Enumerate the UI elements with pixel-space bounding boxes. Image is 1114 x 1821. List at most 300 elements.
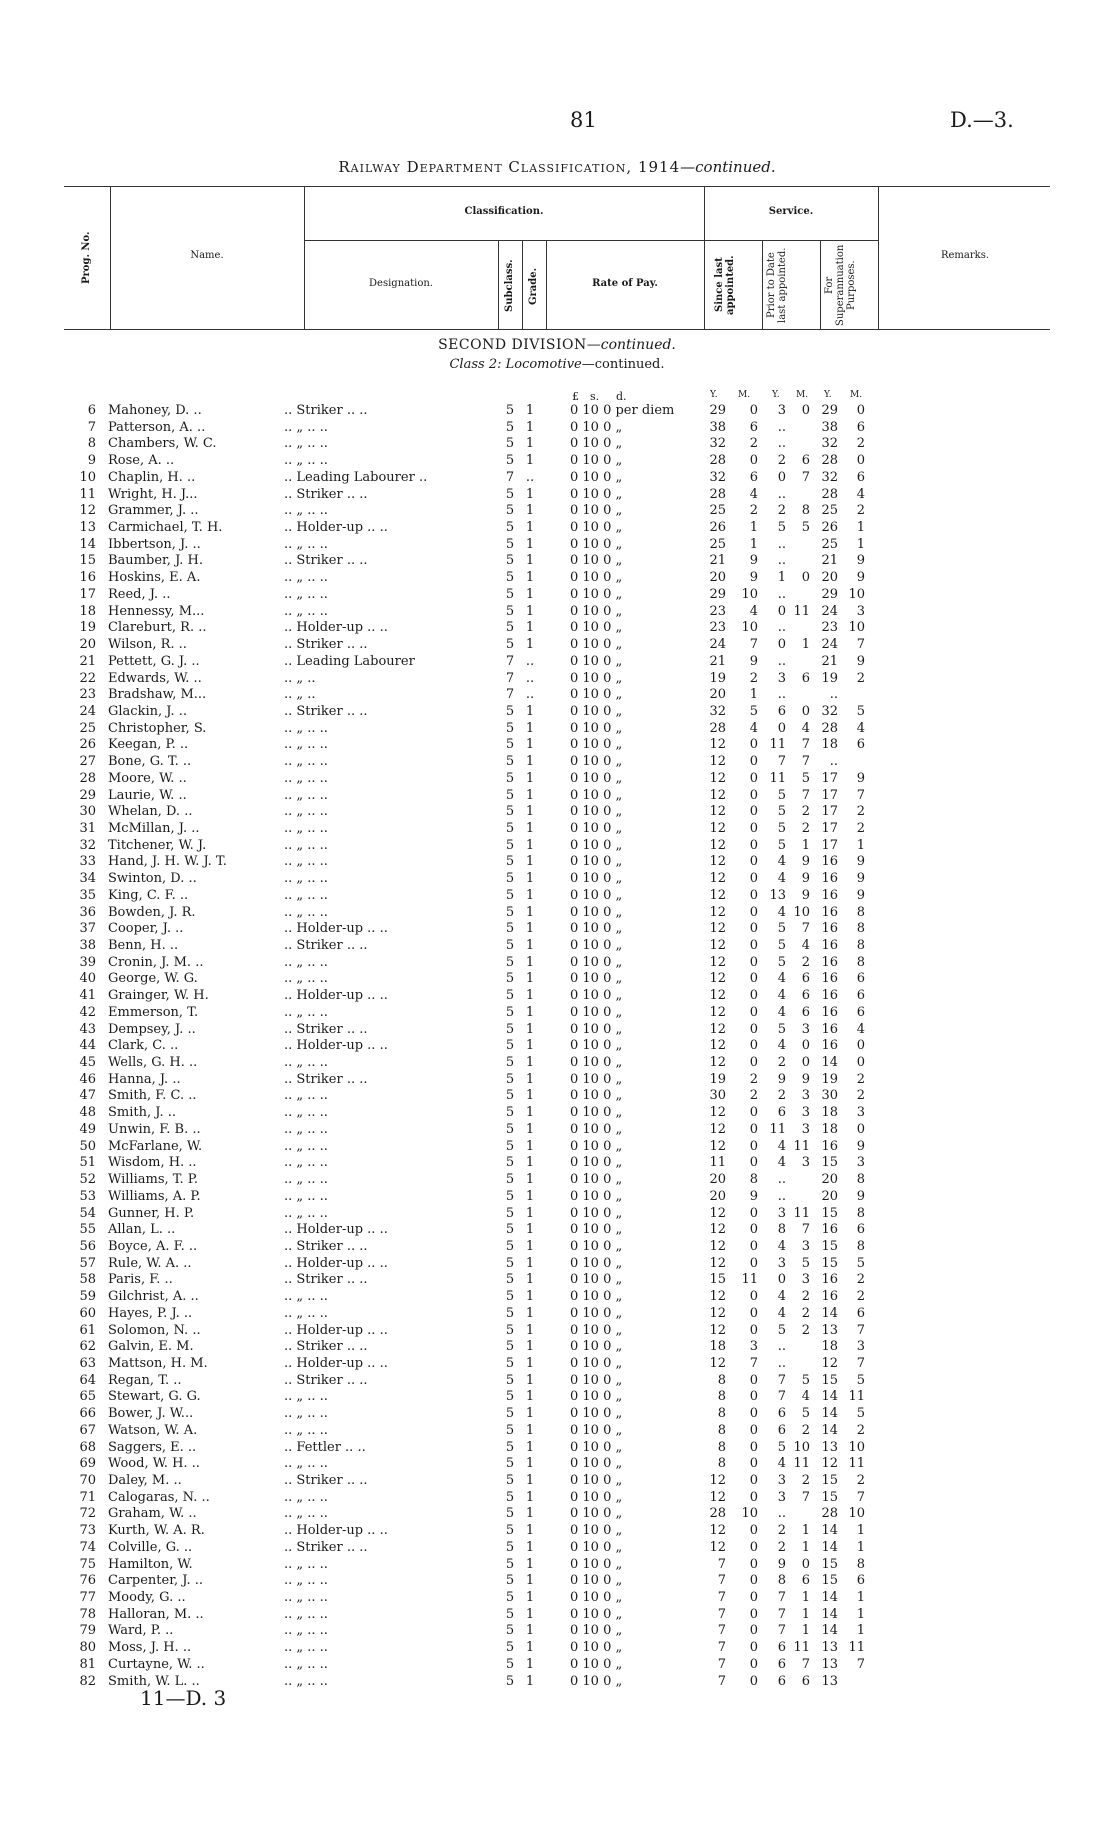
prior-years-cell: .. (777, 536, 786, 552)
since-months-cell: 1 (749, 687, 758, 703)
grade-cell: 1 (525, 1656, 535, 1672)
prior-years-cell: 5 (777, 1322, 786, 1338)
super-years-cell: 15 (821, 1473, 838, 1488)
since-months-cell: 2 (749, 503, 758, 519)
since-years-cell: 12 (709, 820, 726, 836)
rate-of-pay-cell: 0 10 0 „ (570, 854, 623, 870)
name-cell: Carmichael, T. H. (108, 520, 223, 536)
since-years-cell: 8 (717, 1406, 726, 1422)
subclass-cell: 5 (505, 921, 515, 937)
prior-months-cell: 1 (801, 837, 810, 853)
since-years-cell: 8 (717, 1422, 726, 1438)
prog-no-cell: 45 (79, 1055, 96, 1071)
subclass-cell: 5 (505, 1456, 515, 1472)
super-months-cell: 2 (856, 503, 865, 519)
name-cell: Boyce, A. F. .. (108, 1238, 198, 1254)
super-months-cell: 2 (856, 670, 865, 686)
super-years-cell: 13 (821, 1673, 838, 1689)
grade-cell: 1 (525, 1456, 535, 1472)
prog-no-cell: 71 (79, 1489, 96, 1505)
prior-years-cell: 4 (777, 904, 786, 920)
since-years-cell: 8 (717, 1456, 726, 1472)
designation-cell: .. „ .. .. (284, 570, 328, 586)
subclass-cell: 5 (505, 770, 515, 786)
table-row (0, 1440, 1114, 1457)
prior-months-cell: 2 (801, 1322, 810, 1338)
since-months-cell: 0 (749, 887, 758, 903)
since-years-cell: 12 (709, 971, 726, 987)
subclass-cell: 5 (505, 1439, 515, 1455)
designation-cell: .. „ .. .. (284, 787, 328, 803)
prog-no-cell: 44 (79, 1038, 96, 1054)
table-row (0, 905, 1114, 922)
prior-years-cell: 4 (777, 854, 786, 870)
since-years-cell: 12 (709, 887, 726, 903)
table-row (0, 453, 1114, 470)
prog-no-cell: 66 (79, 1406, 96, 1422)
super-years-cell: 15 (821, 1556, 838, 1572)
grade-cell: 1 (525, 754, 535, 770)
prior-years-cell: 1 (777, 570, 786, 586)
designation-cell: .. „ .. .. (284, 419, 328, 435)
name-cell: Keegan, P. .. (108, 737, 189, 753)
table-body (0, 403, 1114, 1690)
header-remarks: Remarks. (940, 250, 990, 261)
subclass-cell: 5 (505, 1088, 515, 1104)
since-years-cell: 28 (709, 486, 726, 502)
name-cell: Laurie, W. .. (108, 787, 187, 803)
designation-cell: .. „ .. .. (284, 586, 328, 602)
since-months-cell: 3 (749, 1339, 758, 1355)
table-row (0, 1356, 1114, 1373)
prior-years-cell: .. (777, 1506, 786, 1522)
prior-years-cell: 6 (777, 1656, 786, 1672)
grade-cell: 1 (525, 1439, 535, 1455)
prior-years-cell: 7 (777, 1623, 786, 1639)
rate-of-pay-cell: 0 10 0 „ (570, 1289, 623, 1305)
super-months-cell: 0 (856, 1121, 865, 1137)
rate-of-pay-cell: 0 10 0 „ (570, 737, 623, 753)
name-cell: Wisdom, H. .. (108, 1155, 197, 1171)
super-months-cell: 8 (856, 921, 865, 937)
since-months-cell: 7 (749, 1355, 758, 1371)
name-cell: Hanna, J. .. (108, 1071, 181, 1087)
subclass-cell: 5 (505, 1339, 515, 1355)
designation-cell: .. Holder-up .. .. (284, 1038, 388, 1054)
super-years-cell: 16 (821, 1222, 838, 1238)
subclass-cell: 5 (505, 453, 515, 469)
since-years-cell: 12 (709, 1205, 726, 1221)
since-months-cell: 5 (749, 703, 758, 719)
designation-cell: .. Striker .. .. (284, 1539, 368, 1555)
name-cell: Curtayne, W. .. (108, 1656, 205, 1672)
prior-months-cell: 9 (801, 1071, 810, 1087)
grade-cell: 1 (525, 486, 535, 502)
name-cell: Graham, W. .. (108, 1506, 197, 1522)
table-row (0, 637, 1114, 654)
super-years-cell: 16 (821, 971, 838, 987)
table-row (0, 737, 1114, 754)
super-years-cell: 12 (821, 1456, 838, 1472)
super-months-cell: 8 (856, 1172, 865, 1188)
prog-no-cell: 27 (79, 754, 96, 770)
super-months-cell: 5 (856, 1255, 865, 1271)
table-row (0, 1557, 1114, 1574)
grade-cell: 1 (525, 871, 535, 887)
prior-years-cell: .. (777, 486, 786, 502)
title-main: Railway Department Classification, 1914 (338, 158, 681, 176)
rate-of-pay-cell: 0 10 0 „ (570, 988, 623, 1004)
table-row (0, 1540, 1114, 1557)
since-months-cell: 0 (749, 1473, 758, 1488)
table-row (0, 1189, 1114, 1206)
prog-no-cell: 72 (79, 1506, 96, 1522)
document-reference: D.—3. (950, 108, 1014, 132)
table-row (0, 1607, 1114, 1624)
prior-years-cell: 4 (777, 1138, 786, 1154)
super-years-cell: 19 (821, 1071, 838, 1087)
table-row (0, 1423, 1114, 1440)
unit-years-super: Y. (824, 390, 832, 400)
name-cell: Christopher, S. (108, 720, 207, 736)
super-months-cell: 11 (848, 1389, 865, 1405)
prog-no-cell: 38 (79, 938, 96, 953)
grade-cell: 1 (525, 820, 535, 836)
super-months-cell: 4 (856, 1021, 865, 1037)
name-cell: McMillan, J. .. (108, 820, 200, 836)
since-months-cell: 0 (749, 1238, 758, 1254)
since-years-cell: 12 (709, 904, 726, 920)
grade-cell: 1 (525, 586, 535, 602)
subclass-cell: 5 (505, 1138, 515, 1154)
super-months-cell: 2 (856, 820, 865, 836)
designation-cell: .. „ .. .. (284, 720, 328, 736)
rate-of-pay-cell: 0 10 0 „ (570, 1422, 623, 1438)
super-months-cell: 5 (856, 1406, 865, 1422)
subclass-cell: 5 (505, 703, 515, 719)
since-years-cell: 26 (709, 520, 726, 536)
name-cell: Mattson, H. M. (108, 1355, 208, 1371)
table-row (0, 1573, 1114, 1590)
name-cell: Galvin, E. M. (108, 1339, 194, 1355)
prog-no-cell: 75 (79, 1556, 96, 1572)
since-months-cell: 0 (749, 1155, 758, 1171)
grade-cell: 1 (525, 787, 535, 803)
grade-cell: 1 (525, 1305, 535, 1321)
prior-months-cell: 11 (793, 1138, 810, 1154)
super-years-cell: 15 (821, 1489, 838, 1505)
designation-cell: .. Striker .. .. (284, 403, 368, 418)
name-cell: Daley, M. .. (108, 1473, 182, 1488)
name-cell: Stewart, G. G. (108, 1389, 201, 1405)
name-cell: Rose, A. .. (108, 453, 175, 469)
grade-cell: 1 (525, 1238, 535, 1254)
prior-years-cell: .. (777, 653, 786, 669)
since-years-cell: 29 (709, 403, 726, 418)
designation-cell: .. Leading Labourer (284, 653, 415, 669)
super-months-cell: 1 (856, 520, 865, 536)
prior-months-cell: 3 (801, 1238, 810, 1254)
since-months-cell: 4 (749, 720, 758, 736)
grade-cell: 1 (525, 403, 535, 418)
table-row (0, 1022, 1114, 1039)
designation-cell: .. „ .. .. (284, 804, 328, 820)
subclass-cell: 5 (505, 754, 515, 770)
prog-no-cell: 26 (79, 737, 96, 753)
super-months-cell: 9 (856, 871, 865, 887)
super-years-cell: 24 (821, 603, 838, 619)
subclass-cell: 5 (505, 1105, 515, 1121)
subclass-cell: 5 (505, 536, 515, 552)
super-months-cell: 1 (856, 1606, 865, 1622)
since-months-cell: 4 (749, 486, 758, 502)
since-months-cell: 1 (749, 520, 758, 536)
prog-no-cell: 31 (79, 820, 96, 836)
grade-cell: 1 (525, 1205, 535, 1221)
designation-cell: .. Striker .. .. (284, 1071, 368, 1087)
table-row (0, 470, 1114, 487)
table-row (0, 771, 1114, 788)
super-months-cell: 3 (856, 603, 865, 619)
grade-cell: 1 (525, 453, 535, 469)
name-cell: Reed, J. .. (108, 586, 171, 602)
designation-cell: .. Leading Labourer .. (284, 469, 428, 485)
prog-no-cell: 33 (79, 854, 96, 870)
prior-years-cell: 0 (777, 603, 786, 619)
name-cell: Patterson, A. .. (108, 419, 206, 435)
prior-years-cell: .. (777, 1172, 786, 1188)
subclass-cell: 5 (505, 1289, 515, 1305)
subclass-cell: 5 (505, 1673, 515, 1689)
division-continued: —continued. (586, 337, 676, 353)
since-years-cell: 28 (709, 720, 726, 736)
name-cell: Baumber, J. H. (108, 553, 204, 569)
prior-months-cell: 1 (801, 1590, 810, 1606)
super-years-cell: 15 (821, 1238, 838, 1254)
subclass-cell: 5 (505, 570, 515, 586)
since-months-cell: 9 (749, 553, 758, 569)
name-cell: Solomon, N. .. (108, 1322, 201, 1338)
header-prior-to-date: Prior to Date last appointed. (766, 247, 788, 323)
name-cell: Williams, T. P. (108, 1172, 199, 1188)
since-months-cell: 9 (749, 1188, 758, 1204)
designation-cell: .. „ .. .. (284, 770, 328, 786)
grade-cell: 1 (525, 1222, 535, 1238)
rate-of-pay-cell: 0 10 0 „ (570, 1606, 623, 1622)
super-months-cell: 3 (856, 1155, 865, 1171)
designation-cell: .. Striker .. .. (284, 703, 368, 719)
rate-of-pay-cell: 0 10 0 „ (570, 1673, 623, 1689)
table-row (0, 838, 1114, 855)
rate-of-pay-cell: 0 10 0 „ (570, 971, 623, 987)
prog-no-cell: 74 (79, 1539, 96, 1555)
name-cell: Kurth, W. A. R. (108, 1523, 205, 1539)
rate-of-pay-cell: 0 10 0 „ (570, 1439, 623, 1455)
prior-months-cell: 7 (801, 754, 810, 770)
super-years-cell: 16 (821, 1021, 838, 1037)
since-years-cell: 12 (709, 1322, 726, 1338)
super-months-cell: 7 (856, 637, 865, 653)
grade-cell: 1 (525, 553, 535, 569)
table-row (0, 1005, 1114, 1022)
table-row (0, 1590, 1114, 1607)
prior-months-cell: 6 (801, 1004, 810, 1020)
prog-no-cell: 80 (79, 1640, 96, 1656)
grade-cell: 1 (525, 1606, 535, 1622)
super-years-cell: 13 (821, 1640, 838, 1656)
grade-cell: 1 (525, 1071, 535, 1087)
name-cell: King, C. F. .. (108, 887, 189, 903)
since-months-cell: 11 (741, 1272, 758, 1288)
since-years-cell: 12 (709, 1523, 726, 1539)
since-years-cell: 12 (709, 954, 726, 970)
prior-months-cell: 5 (801, 1255, 810, 1271)
name-cell: George, W. G. (108, 971, 198, 987)
rate-of-pay-cell: 0 10 0 „ (570, 804, 623, 820)
name-cell: Gunner, H. P. (108, 1205, 195, 1221)
rate-of-pay-cell: 0 10 0 „ (570, 620, 623, 636)
rate-of-pay-cell: 0 10 0 „ (570, 1188, 623, 1204)
since-months-cell: 0 (749, 1439, 758, 1455)
grade-cell: 1 (525, 770, 535, 786)
since-months-cell: 0 (749, 770, 758, 786)
prior-months-cell: 1 (801, 1539, 810, 1555)
rate-of-pay-cell: 0 10 0 „ (570, 1205, 623, 1221)
designation-cell: .. „ .. .. (284, 1673, 328, 1689)
rate-of-pay-cell: 0 10 0 „ (570, 1456, 623, 1472)
prog-no-cell: 17 (79, 586, 96, 602)
prog-no-cell: 65 (79, 1389, 96, 1405)
prog-no-cell: 21 (79, 653, 96, 669)
super-months-cell: 6 (856, 1305, 865, 1321)
since-months-cell: 0 (749, 1322, 758, 1338)
table-row (0, 1256, 1114, 1273)
rate-of-pay-cell: 0 10 0 „ (570, 1339, 623, 1355)
since-months-cell: 0 (749, 787, 758, 803)
since-months-cell: 0 (749, 854, 758, 870)
since-years-cell: 12 (709, 1355, 726, 1371)
designation-cell: .. „ .. .. (284, 1623, 328, 1639)
prior-years-cell: 5 (777, 921, 786, 937)
subclass-cell: 5 (505, 1205, 515, 1221)
designation-cell: .. „ .. .. (284, 1172, 328, 1188)
prog-no-cell: 6 (87, 403, 96, 418)
designation-cell: .. Holder-up .. .. (284, 1523, 388, 1539)
designation-cell: .. „ .. .. (284, 1205, 328, 1221)
name-cell: Dempsey, J. .. (108, 1021, 196, 1037)
since-years-cell: 28 (709, 453, 726, 469)
subclass-cell: 5 (505, 1573, 515, 1589)
title-continued: —continued. (680, 158, 776, 176)
prior-years-cell: 7 (777, 754, 786, 770)
super-years-cell: 20 (821, 1188, 838, 1204)
subclass-cell: 5 (505, 503, 515, 519)
prior-months-cell: 0 (801, 1556, 810, 1572)
since-months-cell: 2 (749, 1071, 758, 1087)
designation-cell: .. „ .. .. (284, 904, 328, 920)
since-months-cell: 0 (749, 1606, 758, 1622)
grade-cell: .. (525, 653, 535, 669)
since-years-cell: 12 (709, 754, 726, 770)
prior-years-cell: .. (777, 1188, 786, 1204)
name-cell: Saggers, E. .. (108, 1439, 197, 1455)
since-months-cell: 0 (749, 1105, 758, 1121)
since-years-cell: 12 (709, 1138, 726, 1154)
super-years-cell: 16 (821, 1004, 838, 1020)
super-years-cell: 13 (821, 1439, 838, 1455)
designation-cell: .. Striker .. .. (284, 1021, 368, 1037)
designation-cell: .. „ .. .. (284, 1004, 328, 1020)
prog-no-cell: 35 (79, 887, 96, 903)
prior-months-cell: 0 (801, 1038, 810, 1054)
prior-years-cell: .. (777, 553, 786, 569)
name-cell: Pettett, G. J. .. (108, 653, 200, 669)
table-row (0, 955, 1114, 972)
header-since-last: Since last appointed. (714, 255, 736, 315)
prog-no-cell: 47 (79, 1088, 96, 1104)
grade-cell: 1 (525, 1422, 535, 1438)
super-years-cell: 18 (821, 1121, 838, 1137)
grade-cell: 1 (525, 1322, 535, 1338)
since-months-cell: 0 (749, 1038, 758, 1054)
subclass-cell: 7 (505, 687, 515, 703)
subclass-cell: 5 (505, 737, 515, 753)
prog-no-cell: 76 (79, 1573, 96, 1589)
super-months-cell: 9 (856, 854, 865, 870)
name-cell: Bowden, J. R. (108, 904, 196, 920)
subclass-cell: 5 (505, 553, 515, 569)
super-years-cell: 38 (821, 419, 838, 435)
subclass-cell: 5 (505, 1004, 515, 1020)
prior-years-cell: 2 (777, 503, 786, 519)
prior-months-cell: 6 (801, 988, 810, 1004)
prior-months-cell: 0 (801, 1055, 810, 1071)
name-cell: Gilchrist, A. .. (108, 1289, 199, 1305)
subclass-cell: 5 (505, 954, 515, 970)
grade-cell: 1 (525, 1489, 535, 1505)
prog-no-cell: 12 (79, 503, 96, 519)
designation-cell: .. „ .. (284, 670, 316, 686)
prior-months-cell: 2 (801, 954, 810, 970)
prog-no-cell: 82 (79, 1673, 96, 1689)
super-months-cell: 8 (856, 904, 865, 920)
table-row (0, 804, 1114, 821)
prior-years-cell: 5 (777, 1439, 786, 1455)
prog-no-cell: 11 (79, 486, 96, 502)
subclass-cell: 5 (505, 1623, 515, 1639)
prior-years-cell: 6 (777, 1105, 786, 1121)
prog-no-cell: 32 (79, 837, 96, 853)
prog-no-cell: 69 (79, 1456, 96, 1472)
rate-of-pay-cell: 0 10 0 „ (570, 1590, 623, 1606)
super-years-cell: 14 (821, 1406, 838, 1422)
since-years-cell: 12 (709, 1055, 726, 1071)
prior-months-cell: 3 (801, 1155, 810, 1171)
rate-of-pay-cell: 0 10 0 „ (570, 637, 623, 653)
table-row (0, 971, 1114, 988)
name-cell: Swinton, D. .. (108, 871, 197, 887)
prior-years-cell: 9 (777, 1556, 786, 1572)
rate-of-pay-cell: 0 10 0 „ (570, 1539, 623, 1555)
subclass-cell: 5 (505, 971, 515, 987)
since-years-cell: 7 (717, 1590, 726, 1606)
super-years-cell: .. (829, 754, 838, 770)
grade-cell: 1 (525, 1289, 535, 1305)
prior-months-cell: 2 (801, 1473, 810, 1488)
rate-of-pay-cell: 0 10 0 „ (570, 1523, 623, 1539)
subclass-cell: 5 (505, 1172, 515, 1188)
since-months-cell: 0 (749, 1055, 758, 1071)
